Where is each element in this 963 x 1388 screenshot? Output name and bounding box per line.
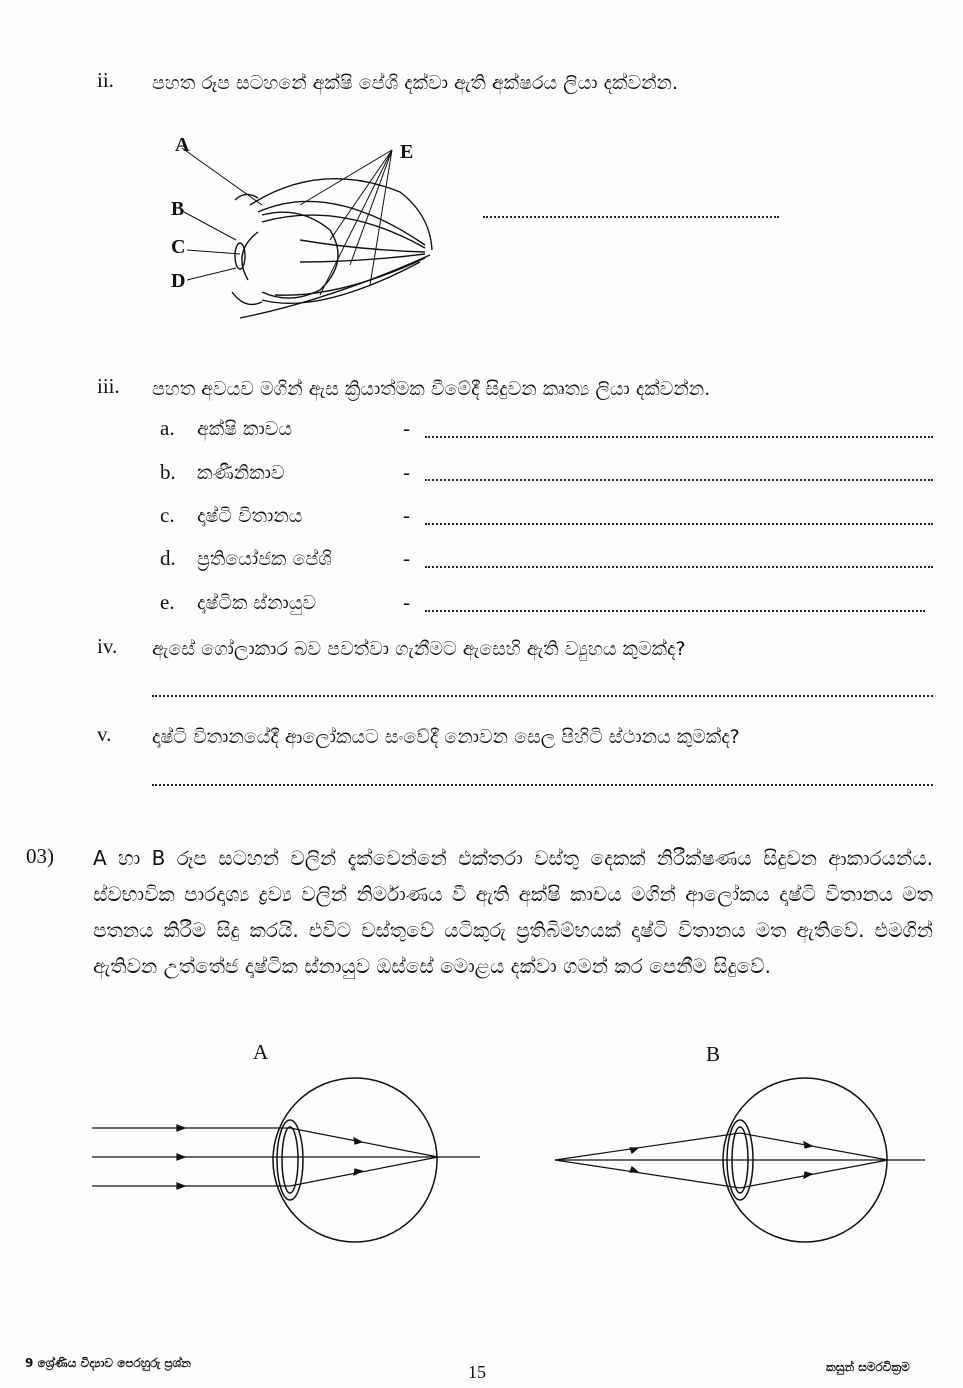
item-a-label: අක්ෂි කාචය [197,418,293,440]
item-c-dash: - [403,503,410,527]
diagram-label-a: A [175,134,190,156]
item-c-letter: c. [160,503,175,527]
diagram-label-e: E [400,141,414,163]
diagram-label-c: C [171,236,186,258]
question-ii-text: පහත රූප සටහනේ අක්ෂි පේශි දක්වා ඇති අක්ෂරය ලියා දක්වන්න. [152,72,679,94]
question-iv-number: iv. [97,634,118,658]
figure-a-label: A [253,1040,269,1064]
question-iv-text: ඇසේ ගෝලාකාර බව පවත්වා ගැනීමට ඇසෙහි ඇති ව්‍යුහය කුමක්ද? [152,638,686,660]
item-e-letter: e. [160,590,175,614]
footer-left: 9 ශ්‍රේණිය විද්‍යාව පෙරහුරු ප්‍රශ්න [25,1356,191,1370]
page-number: 15 [468,1362,486,1382]
diagram-label-d: D [171,270,186,292]
item-b-dash: - [403,460,410,484]
item-e-dash: - [403,590,410,614]
item-b-label: කණීනිකාව [197,462,285,484]
item-d-label: ප්‍රතියෝජක පේශි [197,548,332,570]
footer-right: කසුන් සමරවික්‍රම [826,1360,910,1374]
diagram-label-b: B [171,198,185,220]
item-a-letter: a. [160,416,175,440]
question-3-number: 03) [26,844,54,868]
item-c-label: දෘෂ්ටි විතානය [197,505,303,527]
question-v-text: දෘෂ්ටි විතානයේදී ආලෝකයට සංවේදී නොවන සෙල පිහිටි ස්ථානය කුමක්ද? [152,726,740,748]
item-e-label: දෘෂ්ටික ස්නායුව [197,592,317,614]
question-3-paragraph: A හා B රූප සටහන් වලින් දැක්වෙන්නේ එක්තරා වස්තු දෙකක් නිරීක්ෂණය සිදුවන ආකාරයන්ය. ස්වභාවික පාරදෘශ්‍ය ද්‍රව්‍ය වලින් නිර්මාණය වී ඇති අක්ෂි කාචය මගින් ආලෝකය දෘෂ්ටි විතානය මත පතනය කිරීම සිදු කරයි. එවිට වස්තුවේ යටිකුරු ප්‍රතිබිම්භයක් දෘෂ්ටි විතානය මත ඇතිවේ. එමගින් ඇතිවන උත්තේජ දෘෂ්ටික ස්නායුව ඔස්සේ මොළය දක්වා ගමන් කර පෙනීම සිදුවේ. [93,846,933,978]
item-b-letter: b. [160,460,176,484]
question-iii-number: iii. [97,374,120,398]
figure-b-label: B [706,1042,721,1066]
question-ii-number: ii. [97,68,114,92]
item-d-dash: - [403,546,410,570]
item-a-dash: - [403,416,410,440]
question-v-number: v. [97,722,112,746]
question-iii-text: පහත අවයව මගින් ඇස ක්‍රියාත්මක වීමේදී සිදුවන කෘත්‍ය ලියා දක්වන්න. [152,378,711,400]
item-d-letter: d. [160,546,176,570]
